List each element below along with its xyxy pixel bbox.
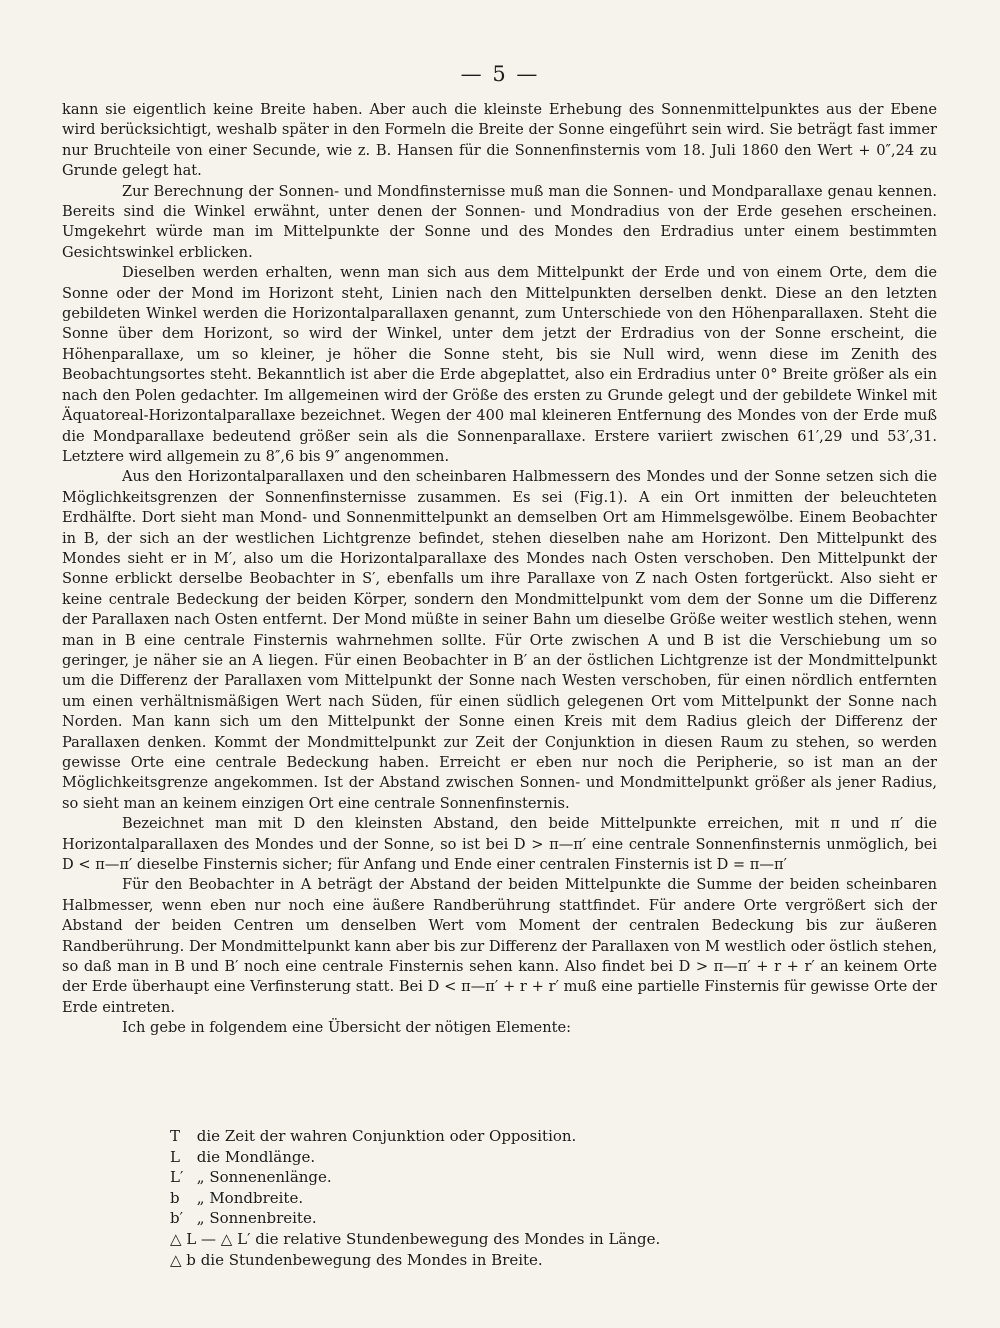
element-description: die relative Stundenbewegung des Mondes in Länge. xyxy=(255,1229,661,1248)
list-item xyxy=(170,1229,930,1250)
element-symbol: L xyxy=(170,1147,180,1166)
element-description: „ Sonnenenlänge. xyxy=(196,1168,332,1187)
element-description: „ Sonnenbreite. xyxy=(196,1209,317,1228)
paragraph: Dieselben werden erhalten, wenn man sich aus dem Mittelpunkt der Erde und von einem Orte, dem die Sonne oder der Mond im Horizont steht, Linien nach den Mittelpunkten derselben denkt. Diese an den letzten gebildeten Winkel werden die Horizontalparallaxen genannt, zum Unterschiede von den Höhenparallaxen. Steht die Sonne über dem Horizont, so wird der Winkel, unter dem jetzt der Erdradius von der Sonne erscheint, die Höhenparallaxe, um so kleiner, je höher die Sonne steht, bis sie Null wird, wenn diese im Zenith des Beobachtungsortes steht. Bekanntlich ist aber die Erde abgeplattet, also ein Erdradius unter 0° Breite größer als ein nach den Polen gedachter. Im allgemeinen wird der Größe des ersten zu Grunde gelegt und der gebildete Winkel mit Äquatoreal-Horizontalparallaxe bezeichnet. Wegen der 400 mal kleineren Entfernung des Mondes von der Erde muß die Mondparallaxe bedeutend größer sein als die Sonnenparallaxe. Erstere variiert zwischen 61′,29 und 53′,31. Letztere wird allgemein zu 8″,6 bis 9″ angenommen. xyxy=(62,264,937,465)
body-text xyxy=(62,100,937,1039)
paragraph: Aus den Horizontalparallaxen und den scheinbaren Halbmessern des Mondes und der Sonne setzen sich die Möglichkeitsgrenzen der Sonnenfinsternisse zusammen. Es sei (Fig.1). A ein Ort inmitten der beleuchteten Erdhälfte. Dort sieht man Mond- und Sonnenmittelpunkt an demselben Ort am Himmelsgewölbe. Einem Beobachter in B, der sich an der westlichen Lichtgrenze befindet, stehen dieselben nahe am Horizont. Den Mittelpunkt des Mondes sieht er in M′, also um die Horizontalparallaxe des Mondes nach Osten verschoben. Den Mittelpunkt der Sonne erblickt derselbe Beobachter in S′, ebenfalls um ihre Parallaxe von Z nach Osten fortgerückt. Also sieht er keine centrale Bedeckung der beiden Körper, sondern den Mondmittelpunkt vom dem der Sonne um die Differenz der Parallaxen nach Osten entfernt. Der Mond müßte in seiner Bahn um dieselbe Größe weiter westlich stehen, wenn man in B eine centrale Finsternis wahrnehmen sollte. Für Orte zwischen A und B ist die Verschiebung um so geringer, je näher sie an A liegen. Für einen Beobachter in B′ an der östlichen Lichtgrenze ist der Mondmittelpunkt um die Differenz der Parallaxen vom Mittelpunkt der Sonne nach Westen verschoben, für einen nördlich entfernten um einen verhältnismäßigen Wert nach Süden, für einen südlich gelegenen Ort vom Mittelpunkt der Sonne nach Norden. Man kann sich um den Mittelpunkt der Sonne einen Kreis mit dem Radius gleich der Differenz der Parallaxen denken. Kommt der Mondmittelpunkt zur Zeit der Conjunktion in diesen Raum zu stehen, so werden gewisse Orte eine centrale Bedeckung haben. Erreicht er eben nur noch die Peripherie, so ist man an der Möglichkeitsgrenze angekommen. Ist der Abstand zwischen Sonnen- und Mondmittelpunkt größer als jener Radius, so sieht man an keinem einzigen Ort eine centrale Sonnenfinsternis. xyxy=(62,468,937,812)
element-symbol: T xyxy=(170,1127,181,1145)
element-description: die Mondlänge. xyxy=(196,1147,316,1166)
list-item xyxy=(170,1147,930,1168)
paragraph: Zur Berechnung der Sonnen- und Mondfinsternisse muß man die Sonnen- und Mondparallaxe genau kennen. Bereits sind die Winkel erwähnt, unter denen der Sonnen- und Mondradius von der Erde gesehen erscheinen. Umgekehrt würde man im Mittelpunkte der Sonne und des Mondes den Erdradius unter einem bestimmten Gesichtswinkel erblicken. xyxy=(62,182,937,261)
element-description: „ Mondbreite. xyxy=(196,1188,304,1207)
list-item xyxy=(170,1208,930,1229)
element-symbol: △ L — △ L′ xyxy=(170,1229,251,1248)
element-symbol: b′ xyxy=(170,1209,184,1228)
paragraph: Für den Beobachter in A beträgt der Abstand der beiden Mittelpunkte die Summe der beiden scheinbaren Halbmesser, wenn eben nur noch eine äußere Randberührung stattfindet. Für andere Orte vergrößert sich der Abstand der beiden Centren um denselben Wert vom Moment der centralen Bedeckung bis zur äußeren Randberührung. Der Mondmittelpunkt kann aber bis zur Differenz der Parallaxen von M westlich oder östlich stehen, so daß man in B und B′ noch eine centrale Finsternis sehen kann. Also findet bei D > π—π′ + r + r′ an keinem Orte der Erde überhaupt eine Verfinsterung statt. Bei D < π—π′ + r + r′ muß eine partielle Finsternis für gewisse Orte der Erde eintreten. xyxy=(62,876,937,1016)
element-symbol: L′ xyxy=(170,1168,184,1187)
list-item xyxy=(170,1126,930,1147)
list-item xyxy=(170,1167,930,1188)
paragraph: kann sie eigentlich keine Breite haben. Aber auch die kleinste Erhebung des Sonnenmittelpunktes aus der Ebene wird berücksichtigt, weshalb später in den Formeln die Breite der Sonne eingeführt sein wird. Sie beträgt fast immer nur Bruchteile von einer Secunde, wie z. B. Hansen für die Sonnenfinsternis vom 18. Juli 1860 den Wert + 0″,24 zu Grunde gelegt hat. xyxy=(62,101,937,180)
element-symbol: b xyxy=(170,1188,180,1207)
page-number: — 5 — xyxy=(460,62,540,86)
list-item xyxy=(170,1188,930,1209)
elements-list xyxy=(170,1126,930,1270)
paragraph: Ich gebe in folgendem eine Übersicht der nötigen Elemente: xyxy=(122,1019,572,1037)
paragraph: Bezeichnet man mit D den kleinsten Abstand, den beide Mittelpunkte erreichen, mit π und π′ die Horizontalparallaxen des Mondes und der Sonne, so ist bei D > π—π′ eine centrale Sonnenfinsternis unmöglich, bei D < π—π′ dieselbe Finsternis sicher; für Anfang und Ende einer centralen Finsternis ist D = π—π′ xyxy=(62,815,937,874)
element-description: die Zeit der wahren Conjunktion oder Opposition. xyxy=(196,1127,577,1145)
element-description: die Stundenbewegung des Mondes in Breite. xyxy=(200,1250,543,1269)
list-item xyxy=(170,1250,930,1271)
element-symbol: △ b xyxy=(170,1250,196,1269)
